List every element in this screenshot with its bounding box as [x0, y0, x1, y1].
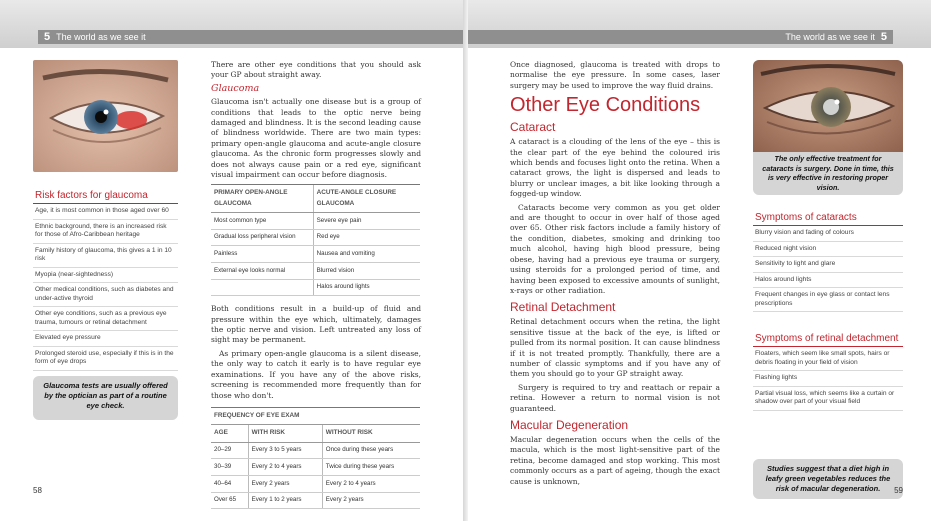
table-row — [211, 246, 420, 263]
symptom-item: Flashing lights — [753, 371, 903, 387]
screening-paragraph: As primary open-angle glaucoma is a silent disease, the only way to catch it early is to have regular eye examinations. If you have any of the above risks, screening is recommended more frequently than for those who don't. — [211, 348, 421, 400]
intro-paragraph: There are other eye conditions that you should ask your GP about straight away. — [211, 60, 421, 80]
table-cell: Halos around lights — [313, 279, 420, 296]
risk-factor-item: Elevated eye pressure — [33, 331, 178, 347]
glaucoma-types-table — [211, 184, 420, 296]
table-cell: Gradual loss peripheral vision — [211, 229, 313, 246]
left-chapter-number: 5 — [44, 31, 51, 43]
other-conditions-heading: Other Eye Conditions — [510, 94, 701, 117]
table-cell: Blurred vision — [313, 263, 420, 280]
symptom-item: Reduced night vision — [753, 242, 903, 258]
table-cell: 30–39 — [211, 459, 248, 476]
macular-heading: Macular Degeneration — [510, 417, 629, 432]
retinal-heading: Retinal Detachment — [510, 300, 616, 315]
table-header-cell: AGE — [211, 425, 248, 442]
right-header-band — [468, 0, 931, 48]
table-cell: Every 2 to 4 years — [322, 475, 420, 492]
table-row — [211, 229, 420, 246]
right-running-header — [468, 30, 893, 44]
retinal-paragraph-1: Retinal detachment occurs when the retina, the light sensitive tissue at the back of the eye, is lifted or pulled from its normal position. It can cause blindness if it is not treated promptly. Thankfully, there are a number of classic symptoms and if you have any of them you should go to your GP straight away. — [510, 317, 720, 379]
table-header-row — [211, 185, 420, 213]
table-header-cell: WITHOUT RISK — [322, 425, 420, 442]
retinal-paragraph-2: Surgery is required to try and reattach or repair a retina. However a return to normal vision is not guaranteed. — [510, 382, 720, 413]
cataract-heading: Cataract — [510, 120, 556, 135]
left-page-number: 58 — [33, 486, 42, 495]
table-cell — [211, 279, 313, 296]
symptom-item: Floaters, which seem like small spots, hairs or debris floating in your field of vision — [753, 347, 903, 371]
risk-factor-item: Age, it is most common in those aged over 60 — [33, 204, 178, 220]
cataract-eye-photo — [753, 60, 903, 152]
table-cell: Severe eye pain — [313, 213, 420, 230]
symptom-item: Blurry vision and fading of colours — [753, 226, 903, 242]
symptom-item: Frequent changes in eye glass or contact lens prescriptions — [753, 288, 903, 312]
table-row — [211, 279, 420, 296]
cataract-symptoms-box — [753, 212, 903, 312]
risk-factor-item: Ethnic background, there is an increased risk for those of Afro-Caribbean heritage — [33, 220, 178, 244]
right-chapter-number: 5 — [880, 31, 887, 43]
table-row — [211, 492, 420, 509]
cataract-photo-panel — [753, 60, 903, 195]
table-header-cell: ACUTE-ANGLE CLOSURE GLAUCOMA — [313, 185, 420, 213]
table-cell: External eye looks normal — [211, 263, 313, 280]
table-cell: 20–29 — [211, 442, 248, 459]
table-cell: Every 1 to 2 years — [248, 492, 322, 509]
cataract-paragraph-1: A cataract is a clouding of the lens of the eye – this is the clear part of the eye behind the coloured iris which bends and focuses light onto the retina. When a cataract grows, the light is dispersed and leads to blurry or unclear images, a bit like looking through a fogged-up window. — [510, 137, 720, 199]
table-cell: Every 2 years — [248, 475, 322, 492]
table-cell: Most common type — [211, 213, 313, 230]
left-body-column — [211, 60, 421, 517]
glaucoma-tests-callout: Glaucoma tests are usually offered by the optician as part of a routine eye check. — [33, 376, 178, 420]
risk-factors-title: Risk factors for glaucoma — [33, 190, 178, 204]
table-cell: Every 2 years — [322, 492, 420, 509]
glaucoma-eye-photo — [33, 60, 178, 172]
risk-factor-item: Prolonged steroid use, especially if this is in the form of eye drops — [33, 347, 178, 371]
table-row — [211, 442, 420, 459]
table-cell: Red eye — [313, 229, 420, 246]
table-cell: Every 3 to 5 years — [248, 442, 322, 459]
right-page-number: 59 — [894, 486, 903, 495]
risk-factor-item: Other eye conditions, such as a previous eye trauma, tumours or retinal detachment — [33, 307, 178, 331]
symptom-item: Sensitivity to light and glare — [753, 257, 903, 273]
table-cell: Twice during these years — [322, 459, 420, 476]
table-cell: Once during these years — [322, 442, 420, 459]
table-header-cell: PRIMARY OPEN-ANGLE GLAUCOMA — [211, 185, 313, 213]
table-cell: Nausea and vomiting — [313, 246, 420, 263]
cataract-photo-caption: The only effective treatment for cataracts is surgery. Done in time, this is very effective in restoring proper vision. — [762, 154, 894, 192]
table-cell: Painless — [211, 246, 313, 263]
right-chapter-title: The world as we see it — [785, 32, 875, 42]
risk-factor-item: Other medical conditions, such as diabetes and under-active thyroid — [33, 283, 178, 307]
table-row — [211, 459, 420, 476]
cataract-symptoms-title: Symptoms of cataracts — [753, 212, 903, 226]
table-row — [211, 263, 420, 280]
left-running-header — [38, 30, 463, 44]
diagnosis-paragraph: Once diagnosed, glaucoma is treated with drops to normalise the eye pressure. In some cases, laser surgery may be used to improve the way fluid drains. — [510, 60, 720, 90]
retinal-symptoms-box — [753, 333, 903, 411]
left-chapter-title: The world as we see it — [56, 32, 146, 42]
table-title-row — [211, 407, 420, 424]
glaucoma-heading: Glaucoma — [211, 82, 260, 94]
symptom-item: Partial visual loss, which seems like a curtain or shadow over part of your visual field — [753, 387, 903, 411]
table-header-row — [211, 425, 420, 442]
table-cell: Every 2 to 4 years — [248, 459, 322, 476]
table-cell: Over 65 — [211, 492, 248, 509]
cataract-paragraph-2: Cataracts become very common as you get older and are thought to occur in over half of those aged over 65. Other risk factors include a family history of the condition, diabetes, smoking and drinking too much alcohol, having high blood pressure, being obese, having had a previous eye trauma or surgery, using steroids for a prolonged period of time, and having been exposed to excessive amounts of sunlight, x-rays or other radiation. — [510, 202, 720, 295]
left-page — [0, 0, 463, 521]
both-conditions-paragraph: Both conditions result in a build-up of fluid and pressure within the eye which, ultimately, damages the optic nerve and vision. Left untreated any loss of sight may be permanent. — [211, 304, 421, 345]
macular-paragraph: Macular degeneration occurs when the cells of the macula, which is the most light-sensitive part of the retina, become damaged and stop working. This most commonly occurs as a part of ageing, though the exact cause is unknown, — [510, 434, 720, 486]
glaucoma-paragraph: Glaucoma isn't actually one disease but is a group of conditions that leads to the optic nerve being damaged and blindness. It is the second leading cause of blindness worldwide. There are two main types: primary open-angle glaucoma and acute-angle closure glaucoma. As the chronic form progresses slowly and does not always cause pain or a red eye, significant visual impairment can occur before diagnosis. — [211, 97, 421, 180]
symptom-item: Halos around lights — [753, 273, 903, 289]
table-row — [211, 475, 420, 492]
risk-factor-item: Family history of glaucoma, this gives a 1 in 10 risk — [33, 244, 178, 268]
table-header-cell: WITH RISK — [248, 425, 322, 442]
table-row — [211, 213, 420, 230]
table-title: FREQUENCY OF EYE EXAM — [211, 407, 420, 424]
exam-frequency-table — [211, 407, 420, 509]
retinal-symptoms-title: Symptoms of retinal detachment — [753, 333, 903, 347]
right-page — [468, 0, 931, 521]
right-body-column — [510, 60, 720, 490]
risk-factor-item: Myopia (near-sightedness) — [33, 268, 178, 284]
macular-diet-callout: Studies suggest that a diet high in leafy green vegetables reduces the risk of macular degeneration. — [753, 459, 903, 499]
risk-factors-box — [33, 190, 178, 371]
table-cell: 40–64 — [211, 475, 248, 492]
left-header-band — [0, 0, 463, 48]
